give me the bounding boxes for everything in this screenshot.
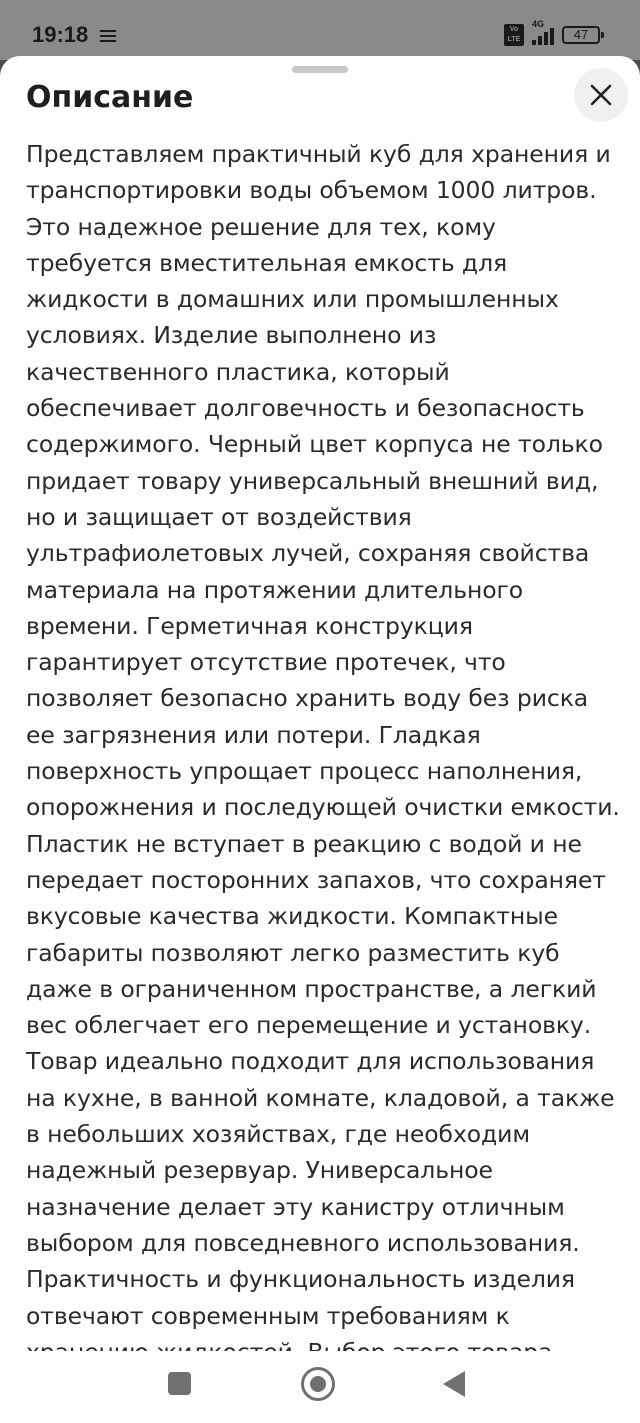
navigation-bar <box>0 1351 640 1423</box>
close-button[interactable] <box>574 68 628 122</box>
recents-icon[interactable] <box>168 1372 191 1395</box>
description-text: Представляем практичный куб для хранения и транспортировки воды объемом 1000 литров. Это надежное решение для тех, кому требуется вместительная емкость для жидкости в домашних или промышленных условиях. Изделие выполнено из качественного пластика, который обеспечивает долговечность и безопасность содержимого. Черный цвет корпуса не только придает товару универсальный внешний вид, но и защищает от воздействия ультрафиолетовых лучей, сохраняя свойства материала на протяжении длительного времени. Герметичная конструкция гарантирует отсутствие протечек, что позволяет безопасно хранить воду без риска ее загрязнения или потери. Гладкая поверхность упрощает процесс наполнения, опорожнения и последующей очистки емкости. Пластик не вступает в реакцию с водой и не передает посторонних запахов, что сохраняет вкусовые качества жидкости. Компактные габариты позволяют легко разместить куб даже в ограниченном пространстве, а легкий вес облегчает его перемещение и установку. Товар идеально подходит для использования на кухне, в ванной комнате, кладовой, а также в небольших хозяйствах, где необходим надежный резервуар. Универсальное назначение делает эту канистру отличным выбором для повседневного использования. Практичность и функциональность изделия отвечают современным требованиям к <box>26 140 620 1330</box>
battery-icon <box>562 26 600 44</box>
drag-handle[interactable] <box>292 66 348 73</box>
status-indicators <box>504 19 600 46</box>
status-time: 19:18 <box>32 22 89 47</box>
description-sheet <box>0 56 640 1351</box>
sheet-title: Описание <box>26 80 194 115</box>
volte-icon: Vo LTE <box>504 24 524 46</box>
close-icon <box>590 84 612 106</box>
battery-level: 47 <box>573 27 589 42</box>
status-bar <box>0 0 640 60</box>
back-icon[interactable] <box>443 1371 465 1397</box>
notification-icon <box>100 30 116 42</box>
home-icon[interactable] <box>301 1367 335 1401</box>
network-type: 4G <box>532 19 545 29</box>
signal-icon <box>532 19 554 45</box>
